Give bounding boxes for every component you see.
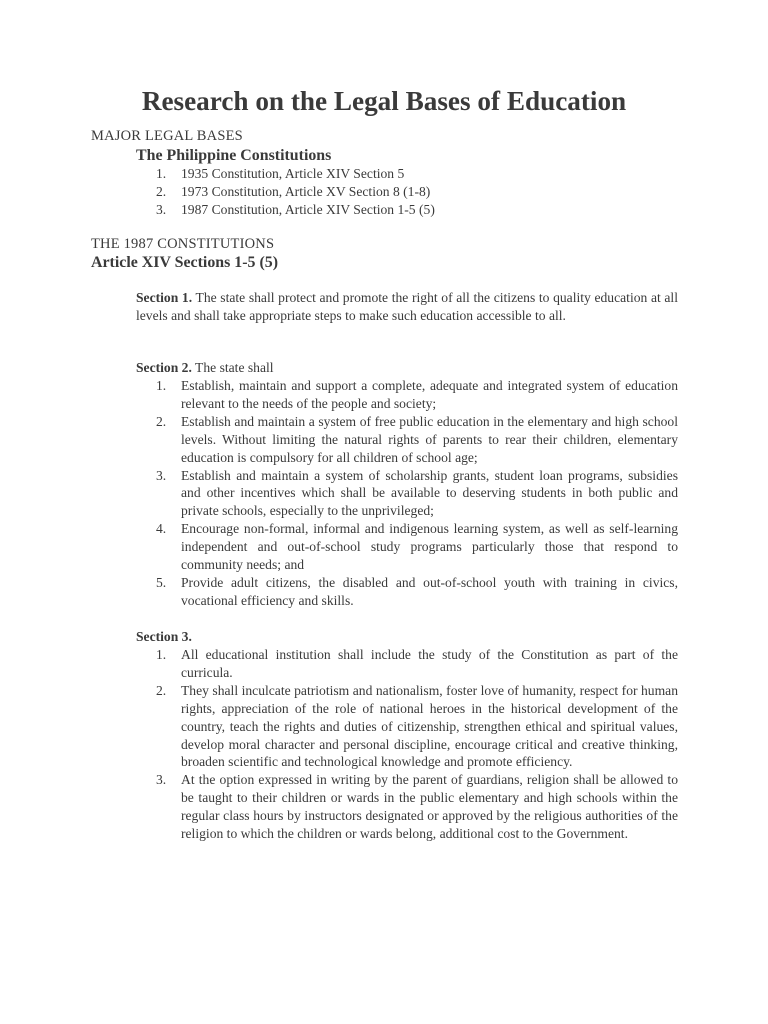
list-item [136,682,678,772]
list-item-text: Provide adult citizens, the disabled and out-of-school youth with training in civics, vocational efficiency and skills. [181,574,678,608]
section-3-heading [136,628,678,646]
list-item [136,183,435,201]
list-item [136,520,678,574]
list-number: 1. [156,378,167,393]
list-item-text: They shall inculcate patriotism and nationalism, foster love of humanity, respect for human rights, appreciation of the role of national heroes in the historical development of the country, teach the rights and duties of citizenship, strengthen ethical and spiritual values, develop moral character and personal discipline, encourage critical and creative thinking, broaden scientific and technological knowledge and promote efficiency. [181,682,678,770]
section-2-intro-text: The state shall [191,360,274,375]
list-item [136,771,678,843]
list-item-text: 1987 Constitution, Article XIV Section 1-5 (5) [181,201,435,217]
list-number: 1. [156,166,167,181]
list-item [136,467,678,521]
section-2-list [136,377,678,610]
list-item-text: All educational institution shall include the study of the Constitution as part of the curricula. [181,647,678,680]
constitution-1987-heading: THE 1987 CONSTITUTIONS [91,236,275,252]
list-number: 3. [156,467,167,483]
section-3-label: Section 3. [136,629,192,644]
list-number: 1. [156,647,167,662]
section-2-label: Section 2. [136,360,192,375]
list-item [136,574,678,610]
constitutions-list [136,165,435,219]
section-1-text: The state shall protect and promote the right of all the citizens to quality education at all levels and shall take appropriate steps to make such education accessible to all. [136,290,678,323]
list-item-text: Establish and maintain a system of free public education in the elementary and high school levels. Without limiting the natural rights of parents to rear their children, elementary education is compulsory for all children of school age; [181,413,678,465]
list-item-text: 1935 Constitution, Article XIV Section 5 [181,166,405,181]
list-item-text: Establish, maintain and support a complete, adequate and integrated system of education relevant to the needs of the people and society; [181,378,678,411]
list-item [136,165,435,183]
list-item-text: 1973 Constitution, Article XV Section 8 (1-8) [181,183,431,199]
list-number: 2. [156,682,167,698]
philippine-constitutions-heading: The Philippine Constitutions [136,147,332,164]
list-item-text: Encourage non-formal, informal and indigenous learning system, as well as self-learning independent and out-of-school study programs particularly those that respond to community needs; and [181,521,678,573]
list-item-text: Establish and maintain a system of scholarship grants, student loan programs, subsidies and other incentives which shall be available to deserving students in both public and private schools, especially to the unprivileged; [181,467,678,519]
list-item [136,646,678,682]
document-title: Research on the Legal Bases of Education [141,86,627,116]
major-legal-bases-heading: MAJOR LEGAL BASES [91,128,243,144]
list-number: 5. [156,574,167,590]
list-item [136,413,678,467]
section-3-list [136,646,678,843]
list-item [136,201,435,219]
list-number: 3. [156,201,167,217]
section-2-intro [136,359,678,377]
list-number: 2. [156,413,167,429]
list-item [136,377,678,413]
section-1-label: Section 1. [136,290,193,305]
list-number: 2. [156,183,167,199]
list-number: 3. [156,772,167,788]
article-heading: Article XIV Sections 1-5 (5) [91,254,279,271]
list-number: 4. [156,521,167,537]
list-item-text: At the option expressed in writing by the parent of guardians, religion shall be allowed to be taught to their children or wards in the public elementary and high schools within the regular class hours by instructors designated or approved by the religious authorities of the religion to which the children or wards belong, additional cost to the Government. [181,772,678,842]
section-1-paragraph [136,289,678,325]
